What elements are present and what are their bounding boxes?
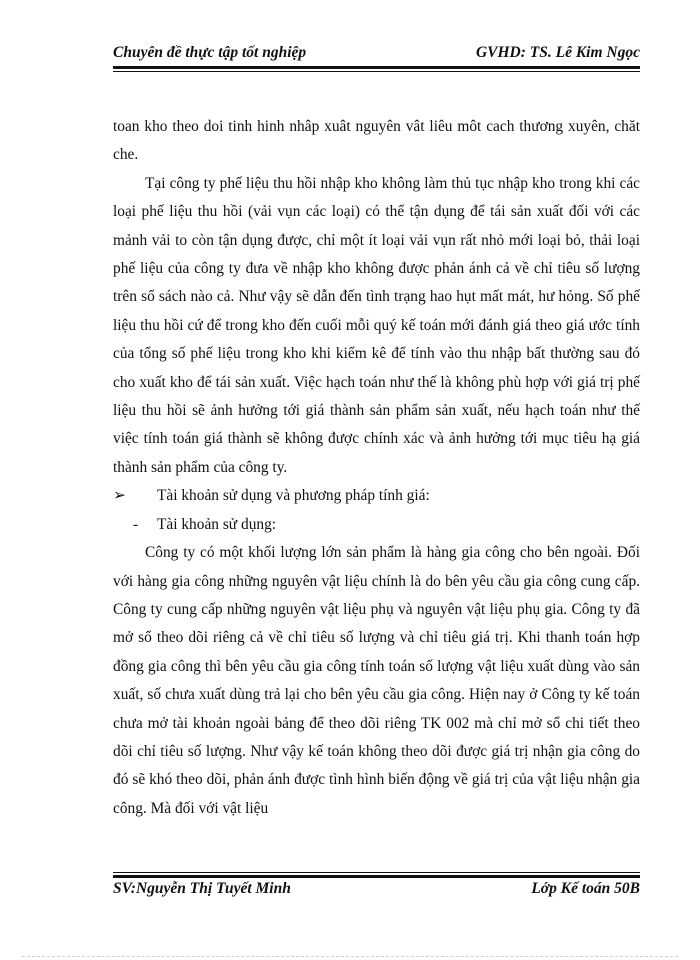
dash-bullet-icon: - [133, 515, 139, 533]
header-advisor: GVHD: TS. Lê Kim Ngọc [475, 44, 640, 61]
header-rule [113, 66, 640, 72]
bullet-text: Tài khoản sử dụng: [157, 515, 277, 533]
bullet-text: Tài khoản sử dụng và phương pháp tính giá: [157, 487, 430, 505]
page-body [113, 113, 640, 823]
paragraph: Tại công ty phế liệu thu hồi nhập kho không làm thủ tục nhập kho trong khi các loại phế liệu thu hồi (vải vụn các loại) có thể tận dụng để tái sản xuất đối với các mảnh vải to còn tận dụng được, chỉ một ít loại vải vụn rất nhỏ mới loại bỏ, thải loại phế liệu của công ty đưa về nhập kho không được phản ánh cả về chỉ tiêu số lượng trên sổ sách nào cả. Như vậy sẽ dẫn đến tình trạng hao hụt mất mát, hư hỏng. Số phế liệu thu hồi cứ để trong kho đến cuối mỗi quý kế toán mới đánh giá theo giá ước tính của tổng số phế liệu trong kho khi kiểm kê để tính vào thu nhập bất thường sau đó cho xuất kho để tái sản xuất. Việc hạch toán như thế là không phù hợp với giá trị phế liệu thu hồi sẽ ảnh hưởng tới giá thành sản phẩm sản xuất, nếu hạch toán như thế việc tính toán giá thành sẽ không được chính xác và ảnh hưởng tới mục tiêu hạ giá thành sản phẩm của công ty. [113, 174, 640, 476]
arrow-bullet-icon: ➢ [113, 487, 126, 505]
page-header [113, 44, 640, 62]
bullet-item [113, 482, 640, 510]
bullet-item [113, 511, 640, 539]
footer-rule [113, 872, 640, 878]
header-topic: Chuyên đề thực tập tốt nghiệp [113, 44, 307, 61]
page-footer [113, 880, 640, 898]
paragraph: toan kho theo doi tinh hinh nhâp xuât nguyên vât liêu môt cach thương xuyên, chăt che. [113, 118, 640, 164]
footer-class: Lớp Kế toán 50B [531, 880, 640, 897]
paragraph: Công ty có một khối lượng lớn sản phẩm là hàng gia công cho bên ngoài. Đối với hàng gia công những nguyên vật liệu chính là do bên yêu cầu gia công cung cấp. Công ty cung cấp những nguyên vật liệu phụ và nguyên vật liệu phụ gia. Công ty đã mở sổ theo dõi riêng cả về chỉ tiêu số lượng và chỉ tiêu giá trị. Khi thanh toán hợp đồng gia công thì bên yêu cầu gia công tính toán số lượng vật liệu xuất dùng vào sản xuất, số chưa xuất dùng trả lại cho bên yêu cầu gia công. Hiện nay ở Công ty kế toán chưa mở tài khoản ngoài bảng để theo dõi riêng TK 002 mà chỉ mở sổ chi tiết theo dõi chỉ tiêu số lượng. Như vậy kế toán không theo dõi được giá trị nhận gia công do đó sẽ khó theo dõi, phản ánh được tình hình biến động về giá trị của vật liệu nhận gia công. Mà đối với vật liệu [113, 544, 640, 817]
page-edge-divider [22, 956, 678, 957]
footer-student: SV:Nguyễn Thị Tuyết Minh [113, 880, 291, 897]
